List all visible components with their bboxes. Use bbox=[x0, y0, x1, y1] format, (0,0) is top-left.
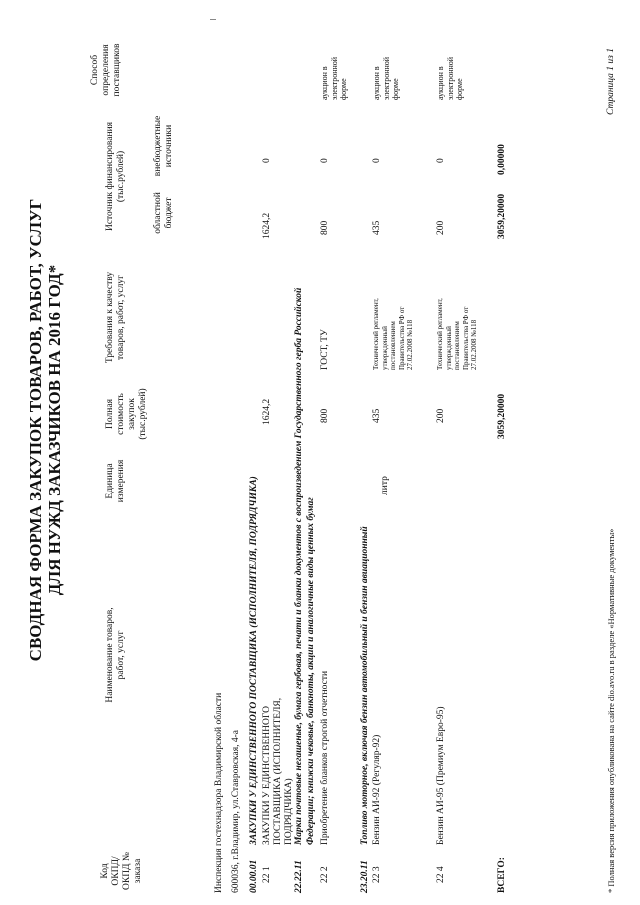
row-3-code: 22 3 bbox=[372, 866, 382, 883]
totals-extra: 0,00000 bbox=[497, 144, 507, 175]
row-2-extra: 0 bbox=[320, 158, 330, 163]
header-name: Наименование товаров, работ, услуг bbox=[105, 607, 126, 703]
header-requirements: Требования к качеству товаров, работ, услуг bbox=[105, 271, 126, 364]
scan-tick-mark bbox=[210, 19, 216, 20]
row-3-name: Бензин АИ-92 (Регуляр-92) bbox=[372, 734, 382, 845]
row-3-unit: литр bbox=[380, 476, 390, 495]
row-2-name: Приобретение бланков строгой отчетности bbox=[320, 670, 330, 845]
row-3-extra: 0 bbox=[372, 158, 382, 163]
row-1-name: ЗАКУПКИ У ЕДИНСТВЕННОГО ПОСТАВЩИКА (ИСПОЛНИТЕЛЯ, ПОДРЯДЧИКА) bbox=[262, 697, 294, 845]
row-4-method: аукцион в электронной форме bbox=[436, 56, 464, 100]
header-total: Полная стоимость закупок (тыс.рублей) bbox=[105, 388, 148, 440]
row-1-code: 22 1 bbox=[262, 866, 272, 883]
header-funding: Источник финансирования (тыс.рублей) bbox=[105, 121, 126, 232]
totals-regional: 3059,20000 bbox=[497, 193, 507, 239]
row-3-regional: 435 bbox=[372, 220, 382, 235]
row-4-code: 22 4 bbox=[436, 866, 446, 883]
row-3-requirements: Технический регламент, утвержденный постановлением Правительства РФ от 27.02.2008 №118 bbox=[372, 298, 414, 370]
customer-address: 600036, г.Владимир, ул.Ставровская, 4-а bbox=[231, 730, 241, 893]
customer-name: Инспекция гостехнадзора Владимирской области bbox=[214, 692, 224, 893]
footnote: * Полная версия приложения опубликована на сайте dio.avo.ru в разделе «Нормативные документы» bbox=[606, 528, 616, 893]
title-line-1: СВОДНАЯ ФОРМА ЗАКУПОК ТОВАРОВ, РАБОТ, УСЛУГ bbox=[26, 198, 45, 662]
row-2-requirements: ГОСТ, ТУ bbox=[320, 329, 330, 370]
row-4-extra: 0 bbox=[436, 158, 446, 163]
header-code: Код ОКПД/ ОКПД № заказа bbox=[100, 852, 143, 890]
totals-total: 3059,20000 bbox=[497, 393, 507, 439]
header-funding-regional: областной бюджет bbox=[153, 192, 174, 234]
row-3-total: 435 bbox=[372, 408, 382, 423]
title-line-2: ДЛЯ НУЖД ЗАКАЗЧИКОВ НА 2016 ГОД* bbox=[45, 264, 64, 596]
row-1-total: 1624,2 bbox=[262, 398, 272, 425]
row-2-total: 800 bbox=[320, 408, 330, 423]
row-2-code: 22 2 bbox=[320, 866, 330, 883]
row-3-method: аукцион в электронной форме bbox=[372, 56, 400, 100]
row-1-extra: 0 bbox=[262, 158, 272, 163]
section-code-1: 00.00.01 bbox=[249, 859, 259, 893]
row-4-regional: 200 bbox=[436, 220, 446, 235]
totals-label: ВСЕГО: bbox=[497, 857, 507, 893]
section-code-2: 22.22.11 bbox=[294, 860, 304, 893]
row-2-regional: 800 bbox=[320, 220, 330, 235]
row-1-regional: 1624,2 bbox=[262, 212, 272, 239]
section-title-2: Марки почтовые негашеные, бумага гербовая, печати и бланки документов с воспроизведением Государственного герба Российской bbox=[294, 287, 304, 845]
page-number: Страница 1 из 1 bbox=[606, 48, 616, 115]
section-title-3: Топливо моторное, включая бензин автомобильный и бензин авиационный bbox=[360, 526, 370, 845]
row-2-method: аукцион в электронной форме bbox=[320, 56, 348, 100]
row-4-requirements: Технический регламент, утвержденный постановлением Правительства РФ от 27.02.2008 №118 bbox=[436, 298, 478, 370]
section-title-2-cont: Федерации; книжки чековые, банкноты, акции и аналогичные виды ценных бумаг bbox=[306, 497, 316, 845]
document-title bbox=[26, 15, 64, 845]
section-code-3: 23.20.11 bbox=[360, 860, 370, 893]
header-funding-extra: внебюджетные источники bbox=[153, 115, 174, 177]
section-title-1: ЗАКУПКИ У ЕДИНСТВЕННОГО ПОСТАВЩИКА (ИСПОЛНИТЕЛЯ, ПОДРЯДЧИКА) bbox=[249, 476, 259, 845]
header-unit: Единица измерения bbox=[105, 459, 126, 503]
header-method: Способ определения поставщиков bbox=[90, 43, 122, 97]
row-4-total: 200 bbox=[436, 408, 446, 423]
row-4-name: Бензин АИ-95 (Премиум Евро-95) bbox=[436, 706, 446, 845]
